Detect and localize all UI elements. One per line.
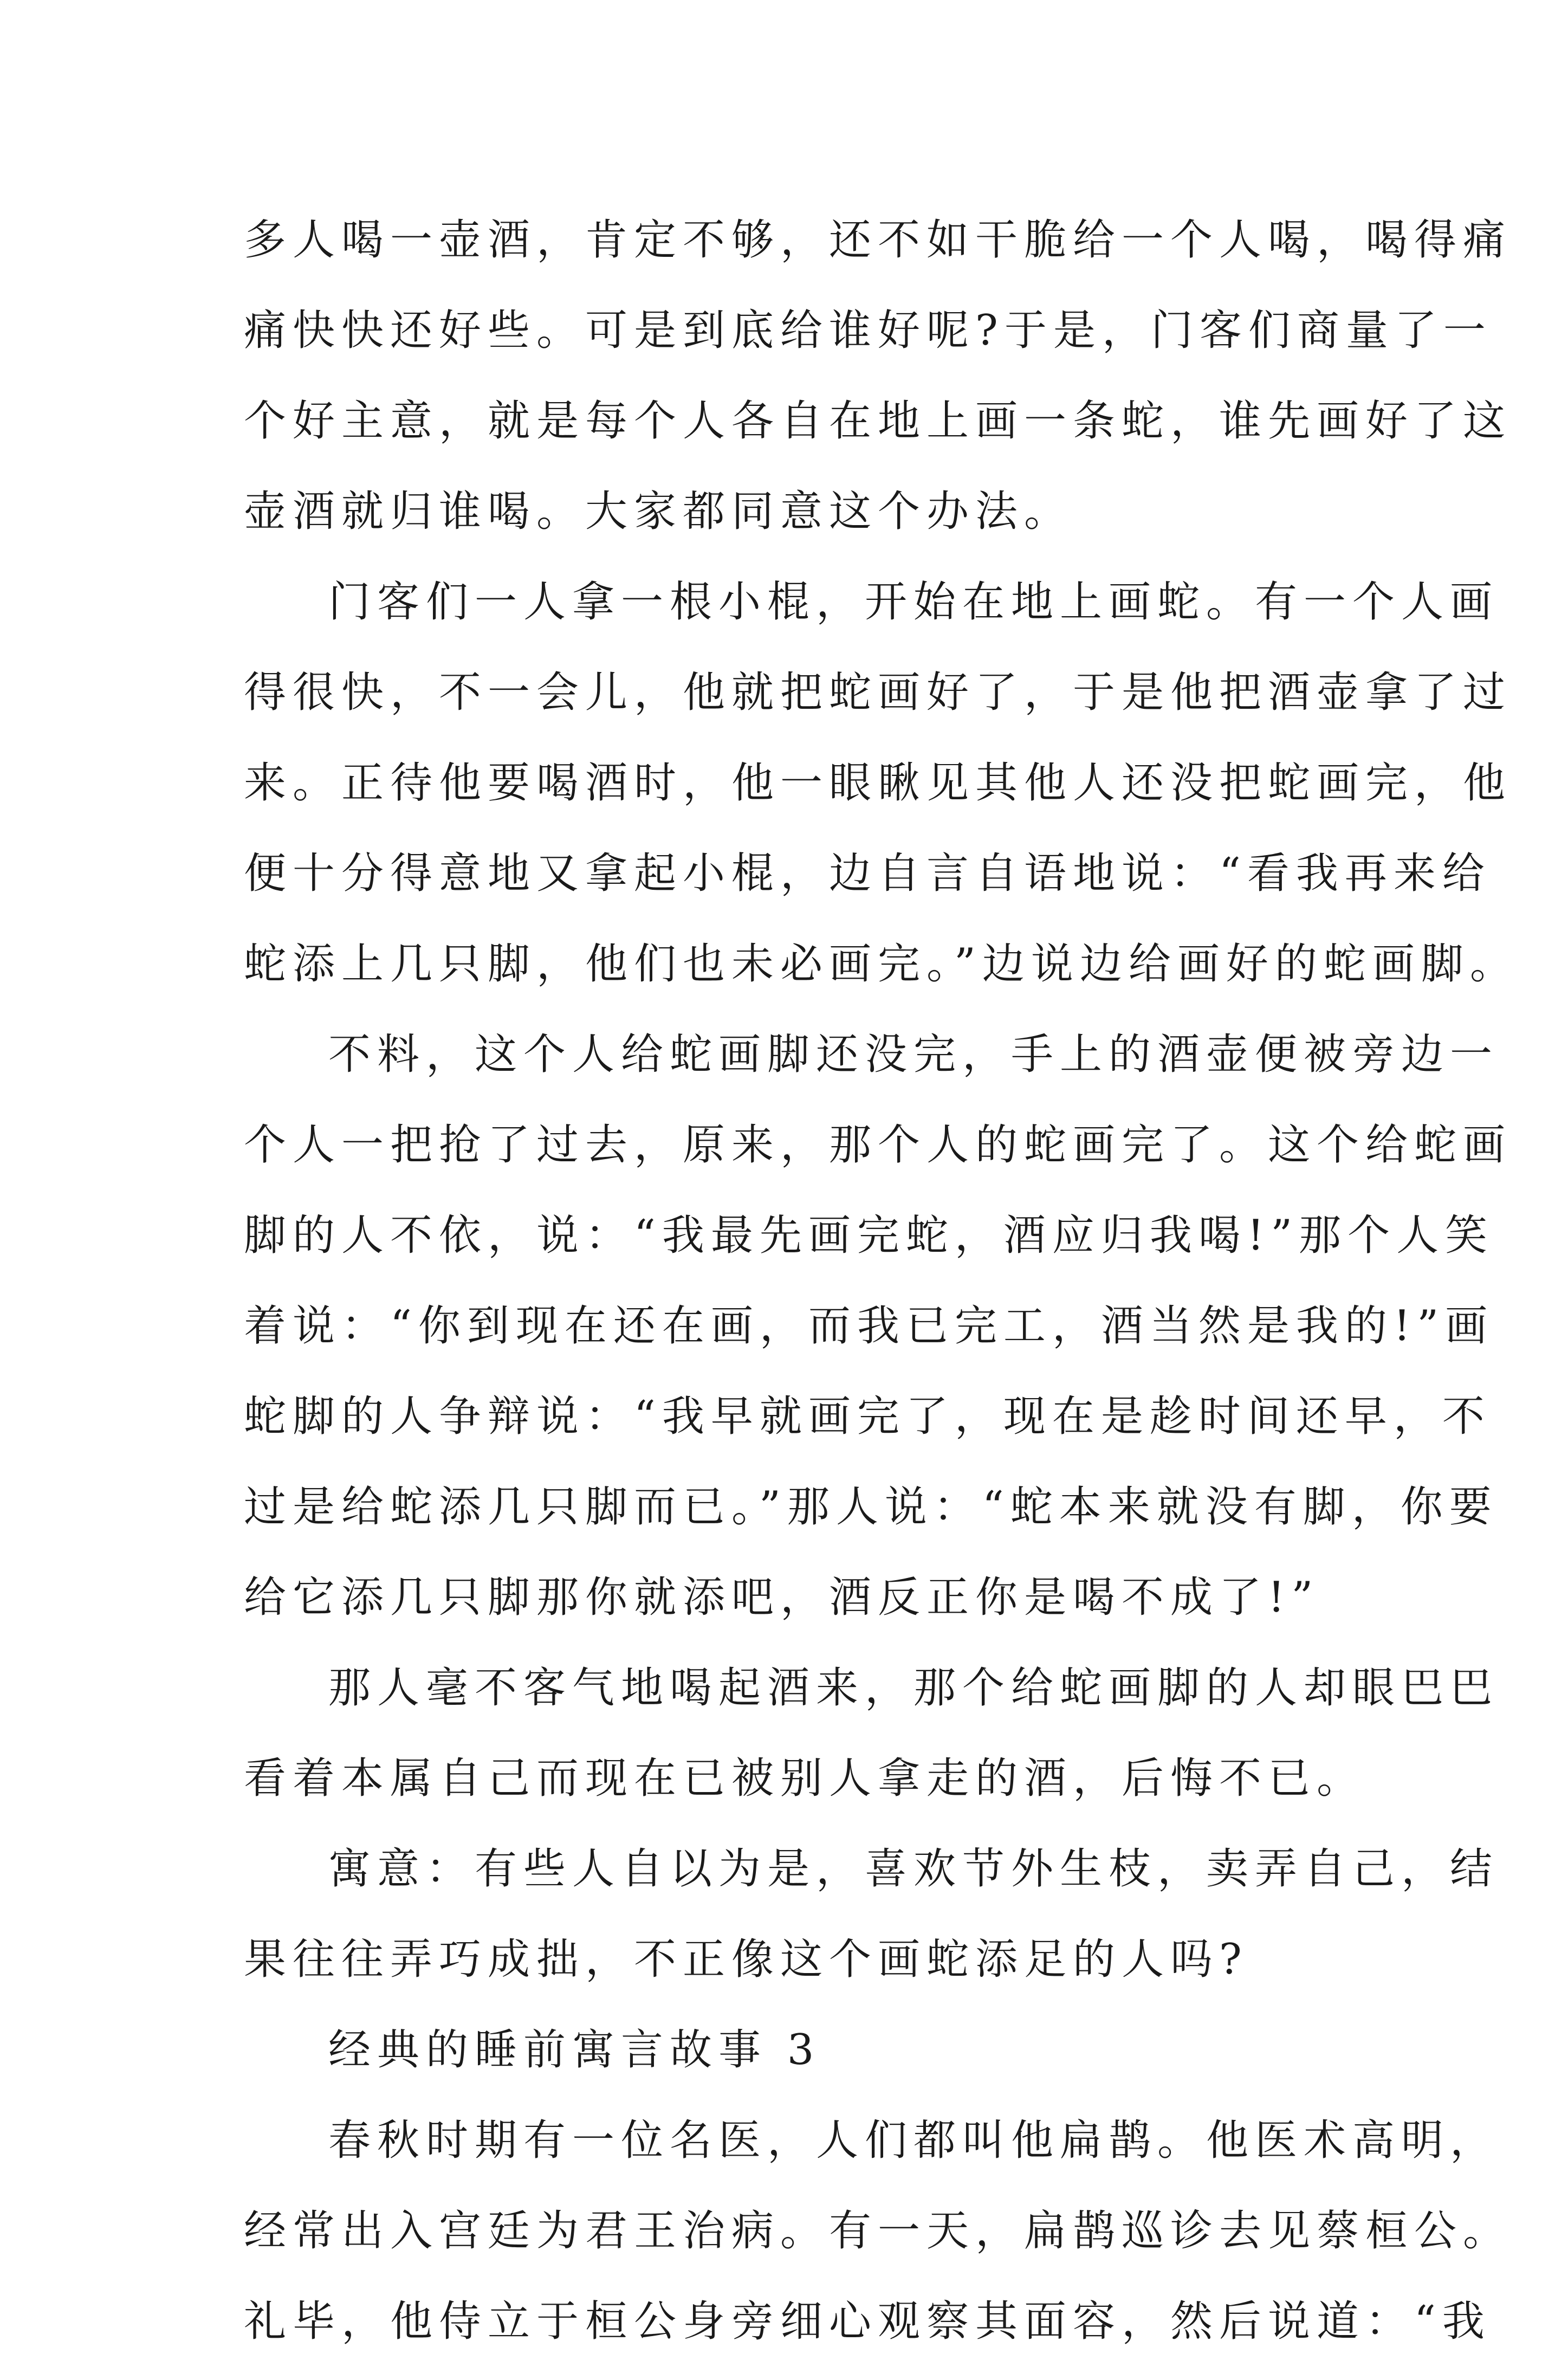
section-heading: 经典的睡前寓言故事 3 <box>328 2026 821 2074</box>
paragraph-start-line: 那人毫不客气地喝起酒来，那个给蛇画脚的人却眼巴巴 <box>328 1664 1499 1712</box>
text-line: 多人喝一壶酒，肯定不够，还不如干脆给一个人喝，喝得痛 <box>244 216 1512 264</box>
text-line: 过是给蛇添几只脚而已。”那人说：“蛇本来就没有脚，你要 <box>244 1483 1498 1531</box>
text-line: 经常出入宫廷为君王治病。有一天，扁鹊巡诊去见蔡桓公。 <box>244 2207 1512 2255</box>
text-line: 给它添几只脚那你就添吧，酒反正你是喝不成了!” <box>244 1573 1320 1622</box>
paragraph-start-line: 春秋时期有一位名医，人们都叫他扁鹊。他医术高明， <box>328 2116 1499 2165</box>
text-line: 脚的人不依，说：“我最先画完蛇，酒应归我喝!”那个人笑 <box>244 1211 1494 1260</box>
text-line: 果往往弄巧成拙，不正像这个画蛇添足的人吗? <box>244 1935 1248 1984</box>
document-page <box>244 195 1519 2367</box>
text-line: 蛇添上几只脚，他们也未必画完。”边说边给画好的蛇画脚。 <box>244 940 1519 988</box>
text-line: 看着本属自己而现在已被别人拿走的酒，后悔不已。 <box>244 1754 1366 1803</box>
text-line: 来。正待他要喝酒时，他一眼瞅见其他人还没把蛇画完，他 <box>244 759 1512 807</box>
text-line: 个好主意，就是每个人各自在地上画一条蛇，谁先画好了这 <box>244 397 1512 445</box>
text-line: 得很快，不一会儿，他就把蛇画好了，于是他把酒壶拿了过 <box>244 668 1512 717</box>
paragraph-start-line: 门客们一人拿一根小棍，开始在地上画蛇。有一个人画 <box>328 578 1499 626</box>
paragraph-start-line: 不料，这个人给蛇画脚还没完，手上的酒壶便被旁边一 <box>328 1030 1499 1079</box>
text-line: 个人一把抢了过去，原来，那个人的蛇画完了。这个给蛇画 <box>244 1121 1512 1169</box>
text-line: 壶酒就归谁喝。大家都同意这个办法。 <box>244 487 1073 536</box>
moral-line: 寓意：有些人自以为是，喜欢节外生枝，卖弄自己，结 <box>328 1845 1499 1893</box>
text-line: 礼毕，他侍立于桓公身旁细心观察其面容，然后说道：“我 <box>244 2297 1491 2346</box>
text-line: 蛇脚的人争辩说：“我早就画完了，现在是趁时间还早，不 <box>244 1392 1491 1441</box>
text-line: 便十分得意地又拿起小棍，边自言自语地说：“看我再来给 <box>244 849 1491 898</box>
text-line: 痛快快还好些。可是到底给谁好呢?于是，门客们商量了一 <box>244 306 1492 355</box>
text-line: 着说：“你到现在还在画，而我已完工，酒当然是我的!”画 <box>244 1302 1494 1350</box>
